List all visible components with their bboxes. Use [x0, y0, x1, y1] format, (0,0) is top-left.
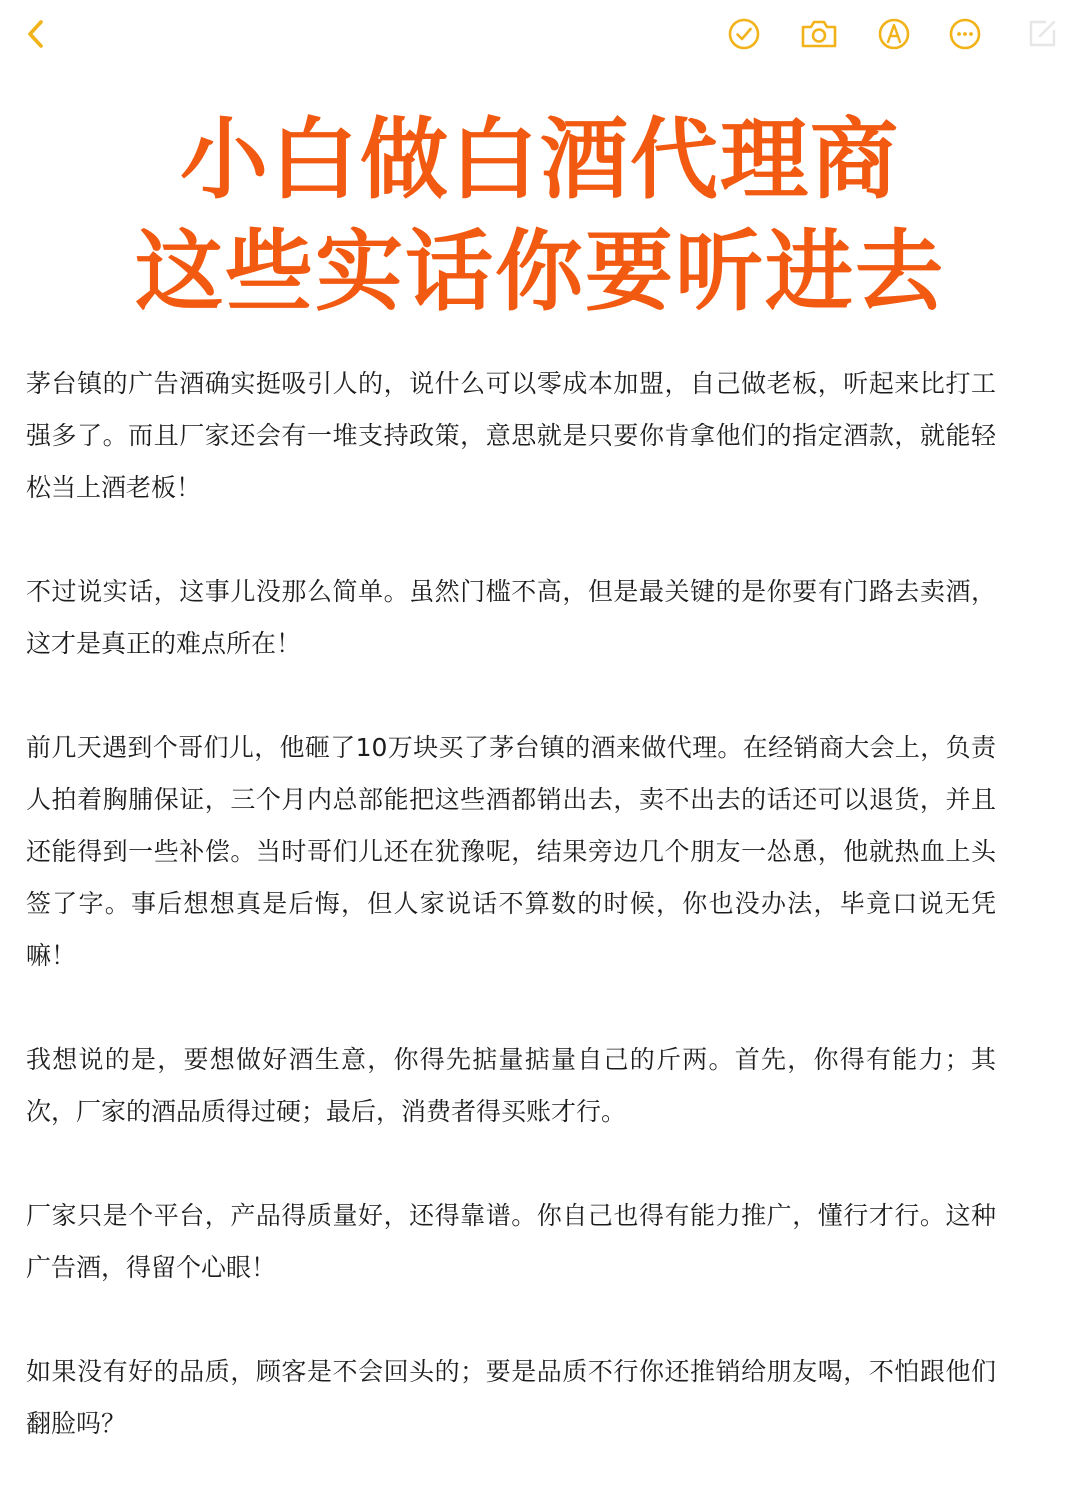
paragraph-3: 前几天遇到个哥们儿，他砸了10万块买了茅台镇的酒来做代理。在经销商大会上，负责人拍着胸脯保证，三个月内总部能把这些酒都销出去，卖不出去的话还可以退货，并且还能得到一些补偿。当时哥们儿还在犹豫呢，结果旁边几个朋友一怂恿，他就热血上头签了字。事后想想真是后悔，但人家说话不算数的时候，你也没办法，毕竟口说无凭嘛！	[26, 733, 996, 970]
paragraph-6: 如果没有好的品质，顾客是不会回头的；要是品质不行你还推销给朋友喝，不怕跟他们翻脸吗？	[26, 1357, 996, 1438]
paragraph-4: 我想说的是，要想做好酒生意，你得先掂量掂量自己的斤两。首先，你得有能力；其次，厂家的酒品质得过硬；最后，消费者得买账才行。	[26, 1045, 996, 1126]
checklist-button[interactable]	[724, 14, 764, 54]
note-body[interactable]	[26, 358, 996, 1502]
markup-button[interactable]	[874, 14, 914, 54]
compose-icon	[1024, 16, 1060, 52]
paragraph-5: 厂家只是个平台，产品得质量好，还得靠谱。你自己也得有能力推广，懂行才行。这种广告酒，得留个心眼！	[26, 1201, 996, 1282]
markup-pen-icon	[876, 16, 912, 52]
note-title	[0, 104, 1080, 328]
more-button[interactable]	[945, 14, 985, 54]
check-circle-icon	[726, 16, 762, 52]
camera-icon	[799, 16, 839, 52]
chevron-left-icon	[21, 17, 51, 51]
back-button[interactable]	[16, 14, 56, 54]
note-toolbar	[0, 0, 1080, 70]
compose-button[interactable]	[1022, 14, 1062, 54]
more-circle-icon	[947, 16, 983, 52]
title-line-1: 小白做白酒代理商	[179, 108, 900, 211]
paragraph-2: 不过说实话，这事儿没那么简单。虽然门槛不高，但是最关键的是你要有门路去卖酒，这才是真正的难点所在！	[26, 577, 996, 658]
title-line-2: 这些实话你要听进去	[134, 220, 945, 323]
paragraph-1: 茅台镇的广告酒确实挺吸引人的，说什么可以零成本加盟，自己做老板，听起来比打工强多了。而且厂家还会有一堆支持政策，意思就是只要你肯拿他们的指定酒款，就能轻松当上酒老板！	[26, 369, 996, 502]
camera-button[interactable]	[799, 14, 839, 54]
